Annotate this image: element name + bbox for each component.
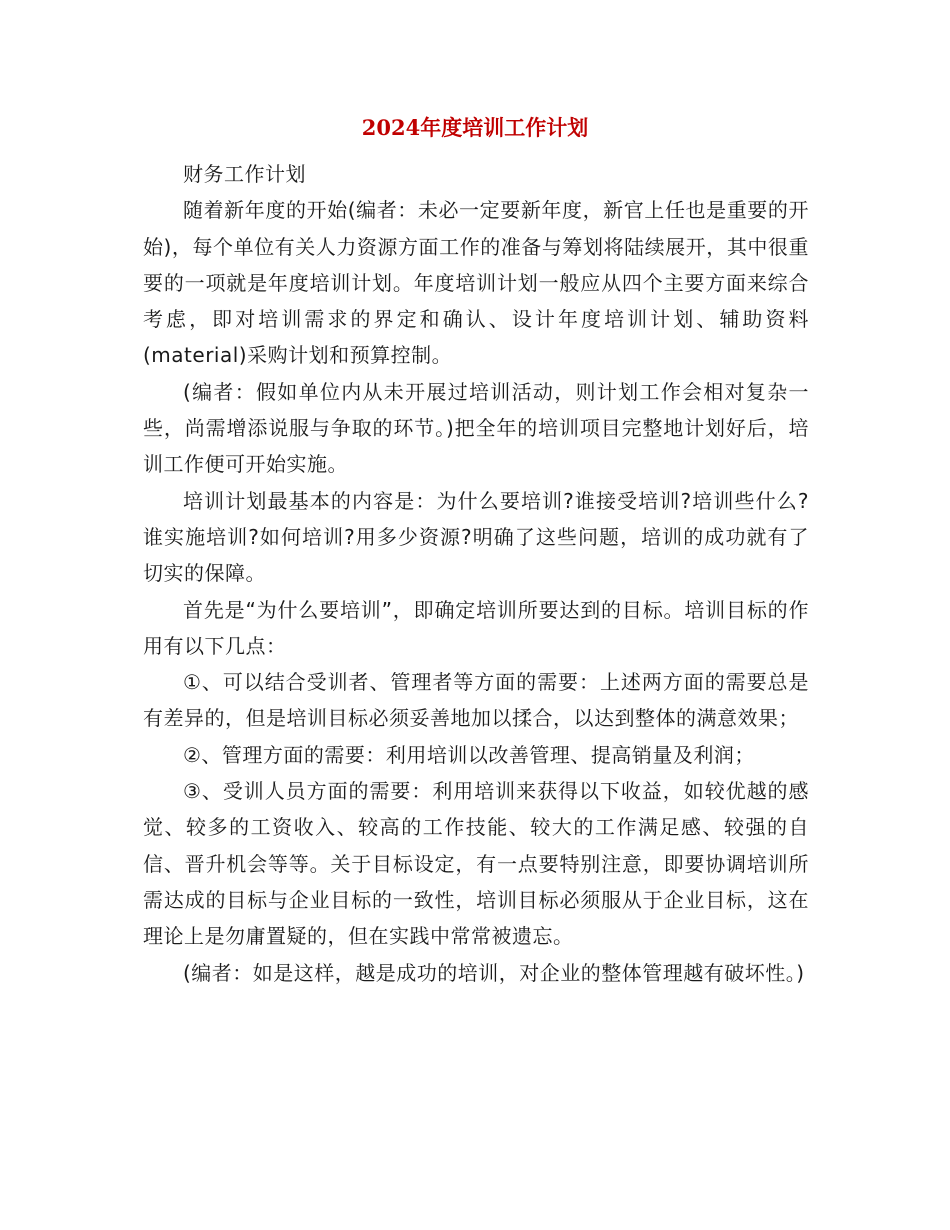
paragraph: (编者：假如单位内从未开展过培训活动，则计划工作会相对复杂一些，尚需增添说服与争取的环节。)把全年的培训项目完整地计划好后，培训工作便可开始实施。 <box>143 379 809 477</box>
document-body <box>143 156 809 991</box>
document-title: 2024年度培训工作计划 <box>361 115 589 140</box>
paragraph: 首先是“为什么要培训”，即确定培训所要达到的目标。培训目标的作用有以下几点： <box>143 597 809 658</box>
paragraph: 随着新年度的开始(编者：未必一定要新年度，新官上任也是重要的开始)，每个单位有关人力资源方面工作的准备与筹划将陆续展开，其中很重要的一项就是年度培训计划。年度培训计划一般应从四个主要方面来综合考虑，即对培训需求的界定和确认、设计年度培训计划、辅助资料(material)采购计划和预算控制。 <box>143 198 809 368</box>
paragraph-heading: 财务工作计划 <box>183 162 306 186</box>
paragraph: ③、受训人员方面的需要：利用培训来获得以下收益，如较优越的感觉、较多的工资收入、较高的工作技能、较大的工作满足感、较强的自信、晋升机会等等。关于目标设定，有一点要特别注意，即要协调培训所需达成的目标与企业目标的一致性，培训目标必须服从于企业目标，这在理论上是勿庸置疑的，但在实践中常常被遗忘。 <box>143 779 809 949</box>
paragraph: ①、可以结合受训者、管理者等方面的需要：上述两方面的需要总是有差异的，但是培训目标必须妥善地加以揉合，以达到整体的满意效果； <box>143 670 809 731</box>
paragraph: 培训计划最基本的内容是：为什么要培训?谁接受培训?培训些什么?谁实施培训?如何培训?用多少资源?明确了这些问题，培训的成功就有了切实的保障。 <box>143 488 809 586</box>
paragraph: (编者：如是这样，越是成功的培训，对企业的整体管理越有破坏性。) <box>183 960 805 985</box>
paragraph: ②、管理方面的需要：利用培训以改善管理、提高销量及利润； <box>183 742 755 767</box>
